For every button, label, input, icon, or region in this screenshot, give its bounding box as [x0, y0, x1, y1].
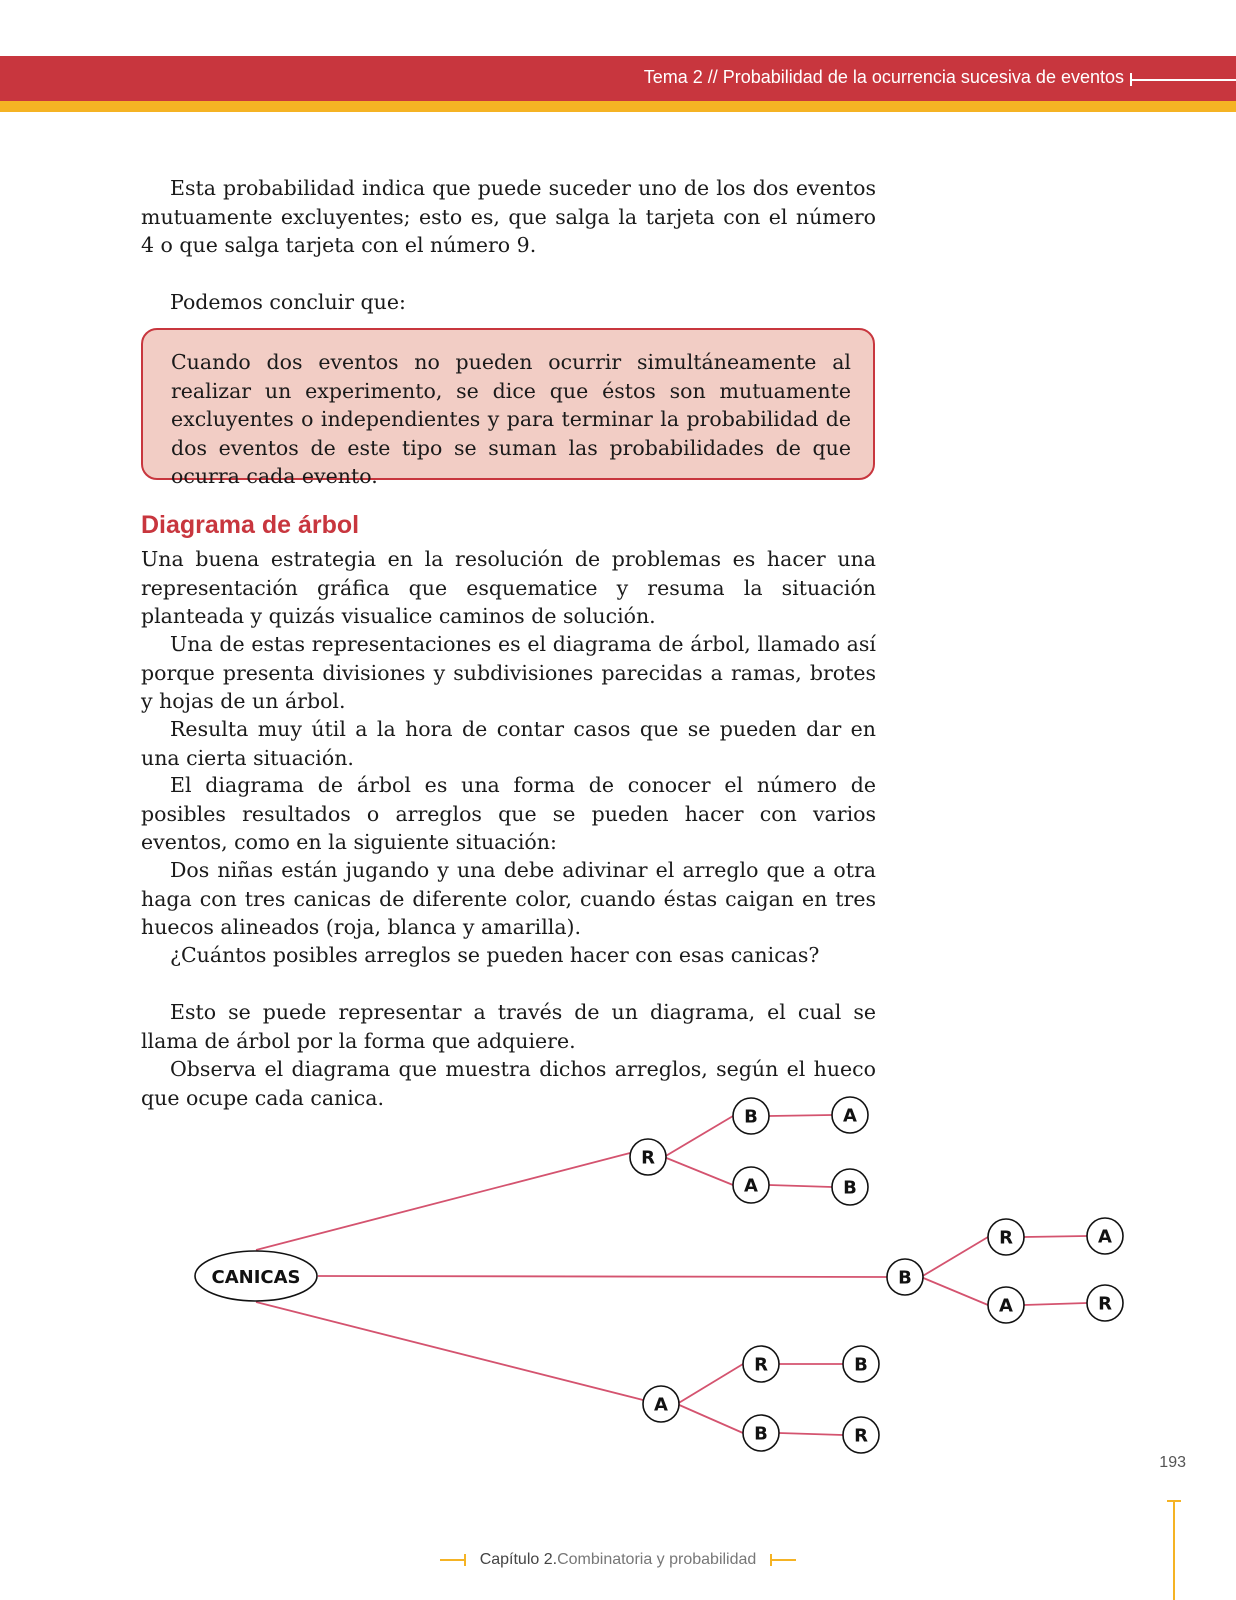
branch-1-edge-2 [664, 1157, 733, 1185]
branch-3-edge-1 [677, 1364, 743, 1404]
intro-paragraph-2: Podemos concluir que: [170, 290, 406, 314]
root-node-label: CANICAS [211, 1267, 301, 1288]
leaf-edge-1-1 [769, 1115, 832, 1116]
section-paragraph-5: Dos niñas están jugando y una debe adivinar el arreglo que a otra haga con tres canicas de diferente color, cuando éstas caigan en tres huecos alineados (roja, blanca y amarilla). [141, 858, 876, 939]
child-node-2-1-label: R [999, 1227, 1013, 1249]
root-edge-2 [318, 1276, 887, 1277]
section-paragraph-7: Esto se puede representar a través de un diagrama, el cual se llama de árbol por la forma que adquiere. [141, 1000, 876, 1053]
section-paragraph-4: El diagrama de árbol es una forma de conocer el número de posibles resultados o arreglos que se pueden hacer con varios eventos, como en la siguiente situación: [141, 773, 876, 854]
leaf-edge-2-2 [1024, 1303, 1087, 1305]
child-node-1-2-label: A [744, 1175, 758, 1197]
leaf-node-2-1-label: A [1098, 1226, 1112, 1248]
leaf-node-3-2-label: R [854, 1425, 868, 1447]
branch-node-3-label: A [654, 1394, 668, 1416]
footer-deco-left [440, 1559, 466, 1561]
conclusion-callout [141, 328, 875, 488]
side-rule-tick [1167, 1500, 1181, 1502]
branch-node-2-label: B [898, 1267, 912, 1289]
branch-2-edge-2 [921, 1277, 988, 1305]
footer-title: Combinatoria y probabilidad [557, 1551, 757, 1568]
footer-deco-right [770, 1559, 796, 1561]
leaf-node-1-1-label: A [843, 1105, 857, 1127]
child-node-3-1-label: R [754, 1354, 768, 1376]
leaf-edge-3-2 [779, 1433, 843, 1435]
child-node-3-2-label: B [754, 1423, 768, 1445]
header-title: Tema 2 // Probabilidad de la ocurrencia sucesiva de eventos [643, 67, 1124, 87]
branch-3-edge-2 [677, 1404, 743, 1433]
child-node-1-1-label: B [744, 1106, 758, 1128]
section-title: Diagrama de árbol [141, 511, 360, 539]
header-rule-tick [1130, 73, 1132, 86]
leaf-node-1-2-label: B [843, 1177, 857, 1199]
footer-chapter: Capítulo 2. [479, 1551, 558, 1568]
side-rule [1173, 1500, 1175, 1600]
root-edge-1 [256, 1153, 630, 1250]
section-paragraph-6: ¿Cuántos posibles arreglos se pueden hacer con esas canicas? [170, 943, 820, 967]
header-strip [0, 101, 1236, 112]
branch-node-1-label: R [641, 1147, 655, 1169]
child-node-2-2-label: A [999, 1295, 1013, 1317]
footer [0, 1551, 1236, 1569]
leaf-node-2-2-label: R [1098, 1293, 1112, 1315]
header-rule [1130, 79, 1236, 81]
leaf-edge-2-1 [1024, 1236, 1087, 1237]
section-paragraph-3: Resulta muy útil a la hora de contar casos que se pueden dar en una cierta situación. [141, 717, 876, 770]
tree-diagram [0, 1085, 1236, 1460]
leaf-edge-1-2 [769, 1185, 832, 1187]
intro-paragraph-1: Esta probabilidad indica que puede suceder uno de los dos eventos mutuamente excluyentes; esto es, que salga la tarjeta con el número 4 o que salga tarjeta con el número 9. [141, 176, 876, 257]
branch-1-edge-1 [664, 1116, 733, 1157]
root-edge-3 [256, 1302, 643, 1400]
branch-2-edge-1 [921, 1237, 988, 1277]
leaf-node-3-1-label: B [854, 1354, 868, 1376]
page-number: 193 [1159, 1454, 1186, 1471]
section-paragraph-1: Una buena estrategia en la resolución de problemas es hacer una representación gráfica que esquematice y resuma la situación planteada y quizás visualice caminos de solución. [141, 547, 876, 628]
section-paragraph-2: Una de estas representaciones es el diagrama de árbol, llamado así porque presenta divisiones y subdivisiones parecidas a ramas, brotes y hojas de un árbol. [141, 632, 876, 713]
callout-text: Cuando dos eventos no pueden ocurrir simultáneamente al realizar un experimento, se dice que éstos son mutuamente excluyentes o independientes y para terminar la probabilidad de dos eventos de este tipo se suman las probabilidades de que ocurra cada evento. [171, 350, 851, 488]
section-paragraph-8: Observa el diagrama que muestra dichos arreglos, según el hueco que ocupe cada canica. [141, 1057, 876, 1110]
